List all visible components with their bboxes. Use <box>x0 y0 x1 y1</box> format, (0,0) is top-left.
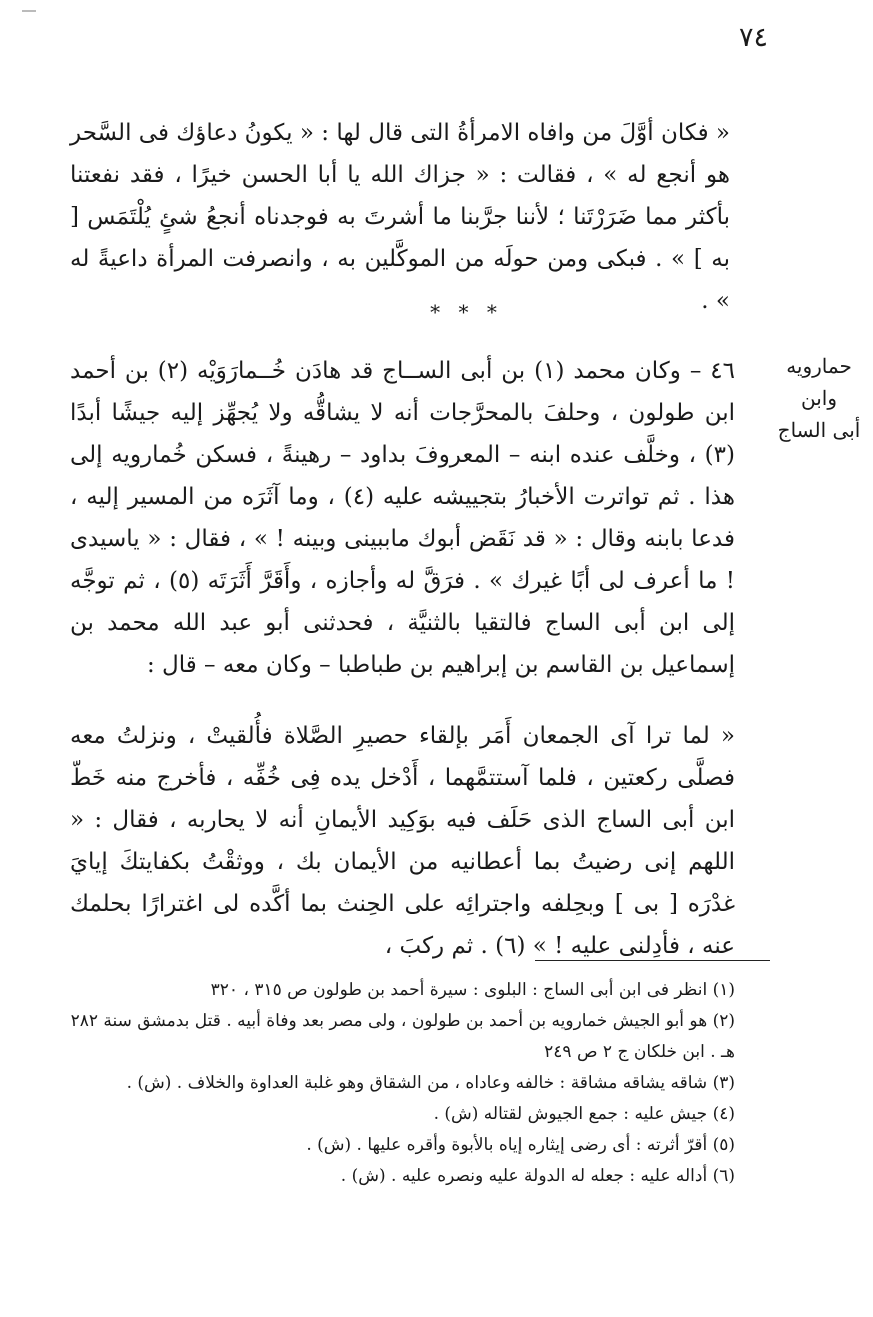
corner-mark <box>22 10 36 12</box>
footnote-rule <box>535 960 770 961</box>
paragraph-1: « فكان أوَّلَ من وافاه الامرأةُ التى قال لها : « يكونُ دعاؤك فى السَّحر هو أنجع له » ، فقالت : « جزاك الله يا أبا الحسن خيرًا ، فقد نفعتنا بأكثر مما ضَرَرْتَنا ؛ لأننا جرَّبنا ما أشرتَ به فوجدناه أنجعُ شئٍ يُلْتَمَس [ به ] » . فبكى ومن حولَه من الموكَّلين به ، وانصرفت المرأة داعيةً له » . <box>70 120 730 314</box>
footnote-2: (٢) هو أبو الجيش خمارويه بن أحمد بن طولون ، ولى مصر بعد وفاة أبيه . قتل بدمشق سنة ٢٨٢ هـ . ابن خلكان ج ٢ ص ٢٤٩ <box>70 1011 735 1062</box>
margin-note <box>769 350 869 446</box>
section-separator: * * * <box>430 300 503 324</box>
footnote-4: (٤) جيش عليه : جمع الجيوش لقتاله (ش) . <box>433 1104 735 1124</box>
footnote-6: (٦) أداله عليه : جعله له الدولة عليه ونصره عليه . (ش) . <box>340 1166 735 1186</box>
paragraph-3: « لما ترا آى الجمعان أَمَر بإلقاء حصيرِ الصَّلاة فأُلقيتْ ، ونزلتُ معه فصلَّى ركعتين ، فلما آستتمَّهما ، أَدْخل يده فِى خُفِّه ، فأخرج منه خَطّ ابن أبى الساج الذى حَلَف فيه بوَكِيد الأيمانِ أنه لا يحاربه ، فقال : « اللهم إنى رضيتُ بما أعطانيه من الأيمان بك ، ووثقْتُ بكفايتكَ إيايَ غدْرَه [ بى ] وبحِلفه واجترائِه على الحِنث بما أكَّده لى اغترارًا بحلمك عنه ، فأدِلنى عليه ! » (٦) . ثم ركبَ ، <box>70 723 735 959</box>
footnote-1: (١) انظر فى ابن أبى الساج : البلوى : سيرة أحمد بن طولون ص ٣١٥ ، ٣٢٠ <box>210 980 735 1000</box>
margin-note-line-2: أبى الساج <box>777 418 861 442</box>
footnote-3: (٣) شاقه يشاقه مشاقة : خالفه وعاداه ، من الشقاق وهو غلبة العداوة والخلاف . (ش) . <box>126 1073 735 1093</box>
margin-note-line-1: حمارويه وابن <box>786 354 852 410</box>
page-number: ٧٤ <box>738 22 768 53</box>
footnotes <box>70 975 735 1192</box>
footnote-5: (٥) أقرّ أثرته : أى رضى إيثاره إياه بالأبوة وأقره عليها . (ش) . <box>306 1135 735 1155</box>
paragraph-2: ٤٦ – وكان محمد (١) بن أبى الســاج قد هادَن خُــمارَوَيْه (٢) بن أحمد ابن طولون ، وحلفَ بالمحرَّجات أنه لا يشاقُّه ولا يُجهِّز إليه جيشًا أبدًا (٣) ، وخلَّف عنده ابنه – المعروفَ بداود – رهينةً ، فسكن خُمارويه إلى هذا . ثم تواترت الأخبارُ بتجييشه عليه (٤) ، وما آثَرَه من المسير إليه ، فدعا بابنه وقال : « قد نَقَض أبوك ماببينى وبينه ! » ، فقال : « ياسيدى ! ما أعرف لى أبًا غيرك » . فرَقَّ له وأجازه ، وأَقَرَّ أَثَرَتَه (٥) ، ثم توجَّه إلى ابن أبى الساج فالتقيا بالثنيَّة ، فحدثنى أبو عبد الله محمد بن إسماعيل بن القاسم بن إبراهيم بن طباطبا – وكان معه – قال : <box>70 358 736 678</box>
